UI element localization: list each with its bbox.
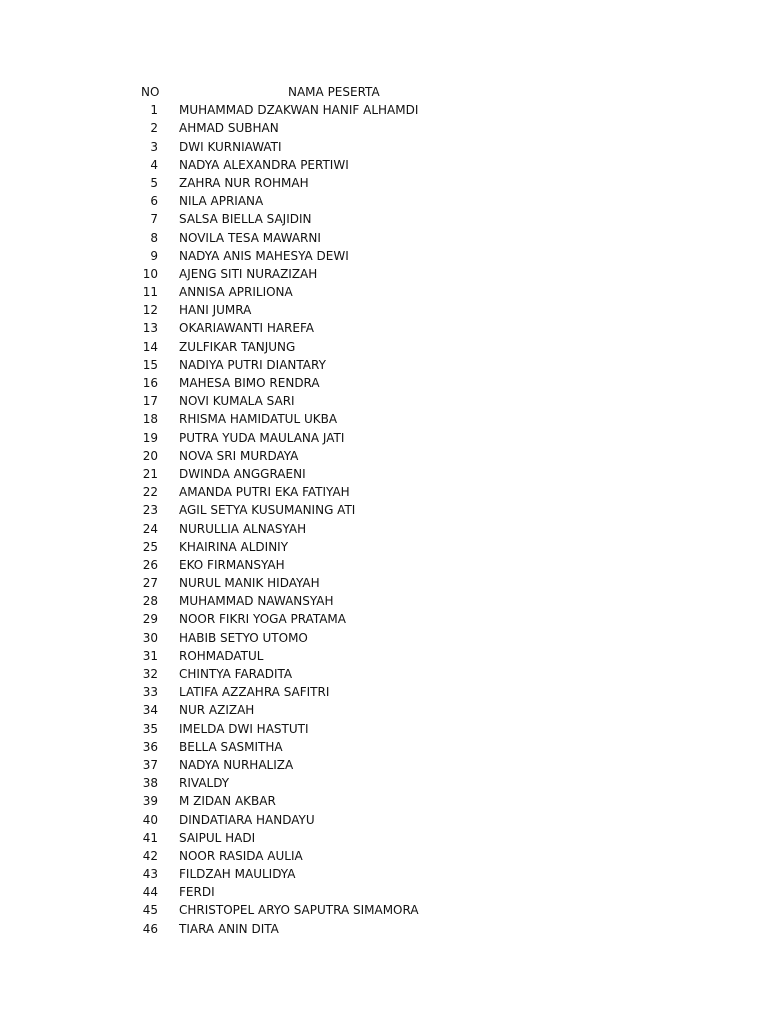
row-number: 36 — [142, 739, 158, 754]
table-row — [0, 301, 768, 319]
participant-name: DWI KURNIAWATI — [179, 139, 282, 154]
participant-name: SAIPUL HADI — [179, 830, 256, 845]
row-number: 10 — [142, 266, 158, 281]
participant-name: NADIYA PUTRI DIANTARY — [179, 357, 326, 372]
table-row — [0, 210, 768, 228]
table-row — [0, 156, 768, 174]
row-number: 21 — [142, 466, 158, 481]
table-row — [0, 847, 768, 865]
participant-name: AGIL SETYA KUSUMANING ATI — [179, 503, 356, 518]
table-row — [0, 283, 768, 301]
participant-name: KHAIRINA ALDINIY — [179, 539, 289, 554]
participant-name: MAHESA BIMO RENDRA — [179, 376, 320, 390]
participant-name: AJENG SITI NURAZIZAH — [179, 266, 318, 281]
row-number: 39 — [142, 794, 158, 809]
participant-name: FILDZAH MAULIDYA — [179, 867, 296, 882]
row-number: 3 — [150, 139, 158, 154]
table-row — [0, 356, 768, 374]
participant-name: SALSA BIELLA SAJIDIN — [179, 212, 312, 227]
table-body — [0, 101, 768, 938]
table-row — [0, 319, 768, 337]
row-number: 37 — [142, 757, 158, 772]
participant-name: AHMAD SUBHAN — [179, 121, 279, 136]
table-row — [0, 665, 768, 683]
row-number: 24 — [142, 521, 158, 536]
row-number: 43 — [142, 867, 158, 882]
row-number: 29 — [142, 612, 158, 627]
participant-name: ZAHRA NUR ROHMAH — [179, 175, 309, 190]
table-row — [0, 338, 768, 356]
table-row — [0, 683, 768, 701]
participant-name: NURULLIA ALNASYAH — [179, 521, 307, 536]
table-row — [0, 138, 768, 156]
row-number: 4 — [150, 157, 158, 172]
row-number: 38 — [142, 776, 158, 791]
participant-name: NUR AZIZAH — [179, 703, 255, 718]
table-row — [0, 501, 768, 519]
table-row — [0, 101, 768, 119]
participant-name: RIVALDY — [179, 776, 230, 791]
row-number: 35 — [142, 721, 158, 736]
row-number: 23 — [142, 503, 158, 518]
table-row — [0, 265, 768, 283]
table-row — [0, 610, 768, 628]
table-row — [0, 192, 768, 210]
row-number: 8 — [150, 230, 158, 245]
row-number: 2 — [150, 121, 158, 136]
participant-name: DWINDA ANGGRAENI — [179, 466, 306, 481]
table-row — [0, 629, 768, 647]
row-number: 30 — [142, 630, 158, 645]
row-number: 1 — [150, 103, 158, 118]
table-row — [0, 410, 768, 428]
table-row — [0, 720, 768, 738]
table-row — [0, 701, 768, 719]
participant-name: PUTRA YUDA MAULANA JATI — [179, 430, 345, 445]
participant-name: NILA APRIANA — [179, 194, 264, 209]
row-number: 16 — [142, 376, 158, 390]
table-row — [0, 520, 768, 538]
participant-name: NADYA ANIS MAHESYA DEWI — [179, 248, 349, 263]
participant-name: MUHAMMAD NAWANSYAH — [179, 594, 334, 609]
table-row — [0, 647, 768, 665]
row-number: 33 — [142, 685, 158, 700]
row-number: 41 — [142, 830, 158, 845]
row-number: 18 — [142, 412, 158, 427]
table-row — [0, 556, 768, 574]
row-number: 34 — [142, 703, 158, 718]
participant-name: CHINTYA FARADITA — [179, 667, 293, 681]
row-number: 19 — [142, 430, 158, 445]
table-row — [0, 792, 768, 810]
table-row — [0, 883, 768, 901]
participant-name: LATIFA AZZAHRA SAFITRI — [179, 685, 330, 700]
row-number: 44 — [142, 885, 158, 900]
table-header-row — [0, 83, 768, 101]
table-row — [0, 174, 768, 192]
table-row — [0, 829, 768, 847]
table-row — [0, 465, 768, 483]
participant-name: NADYA NURHALIZA — [179, 757, 294, 772]
table-row — [0, 447, 768, 465]
participant-name: DINDATIARA HANDAYU — [179, 812, 315, 827]
participant-name: ANNISA APRILIONA — [179, 285, 293, 300]
participant-name: BELLA SASMITHA — [179, 739, 283, 754]
table-row — [0, 374, 768, 392]
row-number: 32 — [142, 667, 158, 681]
participant-name: ROHMADATUL — [179, 648, 264, 663]
participant-name: HANI JUMRA — [179, 303, 252, 318]
table-row — [0, 774, 768, 792]
row-number: 25 — [142, 539, 158, 554]
table-row — [0, 429, 768, 447]
row-number: 6 — [150, 194, 158, 209]
table-row — [0, 901, 768, 919]
row-number: 27 — [142, 576, 158, 591]
participant-name: IMELDA DWI HASTUTI — [179, 721, 309, 736]
header-name: NAMA PESERTA — [288, 85, 380, 99]
participant-name: RHISMA HAMIDATUL UKBA — [179, 412, 338, 427]
participant-name: MUHAMMAD DZAKWAN HANIF ALHAMDI — [179, 103, 419, 118]
table-row — [0, 574, 768, 592]
participant-name: CHRISTOPEL ARYO SAPUTRA SIMAMORA — [179, 903, 419, 918]
participant-name: ZULFIKAR TANJUNG — [179, 339, 296, 354]
table-row — [0, 592, 768, 610]
row-number: 42 — [142, 848, 158, 863]
table-row — [0, 229, 768, 247]
row-number: 9 — [150, 248, 158, 263]
row-number: 46 — [142, 921, 158, 936]
table-row — [0, 865, 768, 883]
table-row — [0, 483, 768, 501]
participant-name: NOOR FIKRI YOGA PRATAMA — [179, 612, 346, 627]
participant-name: NOOR RASIDA AULIA — [179, 848, 303, 863]
table-row — [0, 920, 768, 938]
table-row — [0, 738, 768, 756]
participant-name: NOVI KUMALA SARI — [179, 394, 295, 409]
row-number: 40 — [142, 812, 158, 827]
participant-name: EKO FIRMANSYAH — [179, 557, 285, 572]
participant-name: FERDI — [179, 885, 215, 900]
table-row — [0, 247, 768, 265]
table-row — [0, 538, 768, 556]
participant-name: AMANDA PUTRI EKA FATIYAH — [179, 485, 350, 500]
participant-name: OKARIAWANTI HAREFA — [179, 321, 314, 336]
participant-table — [0, 83, 768, 938]
table-row — [0, 119, 768, 137]
row-number: 15 — [142, 357, 158, 372]
row-number: 17 — [142, 394, 158, 409]
row-number: 11 — [142, 285, 158, 300]
row-number: 31 — [142, 648, 158, 663]
participant-name: M ZIDAN AKBAR — [179, 794, 276, 809]
participant-name: NOVA SRI MURDAYA — [179, 448, 299, 463]
table-row — [0, 756, 768, 774]
participant-name: NOVILA TESA MAWARNI — [179, 230, 321, 245]
participant-name: NADYA ALEXANDRA PERTIWI — [179, 157, 349, 172]
row-number: 12 — [142, 303, 158, 318]
row-number: 13 — [142, 321, 158, 336]
table-row — [0, 392, 768, 410]
row-number: 26 — [142, 557, 158, 572]
row-number: 14 — [142, 339, 158, 354]
row-number: 22 — [142, 485, 158, 500]
row-number: 28 — [142, 594, 158, 609]
row-number: 5 — [150, 175, 158, 190]
table-row — [0, 811, 768, 829]
row-number: 7 — [150, 212, 158, 227]
header-no: NO — [141, 85, 160, 99]
participant-name: HABIB SETYO UTOMO — [179, 630, 308, 645]
participant-name: TIARA ANIN DITA — [179, 921, 279, 936]
row-number: 45 — [142, 903, 158, 918]
participant-name: NURUL MANIK HIDAYAH — [179, 576, 320, 591]
row-number: 20 — [142, 448, 158, 463]
